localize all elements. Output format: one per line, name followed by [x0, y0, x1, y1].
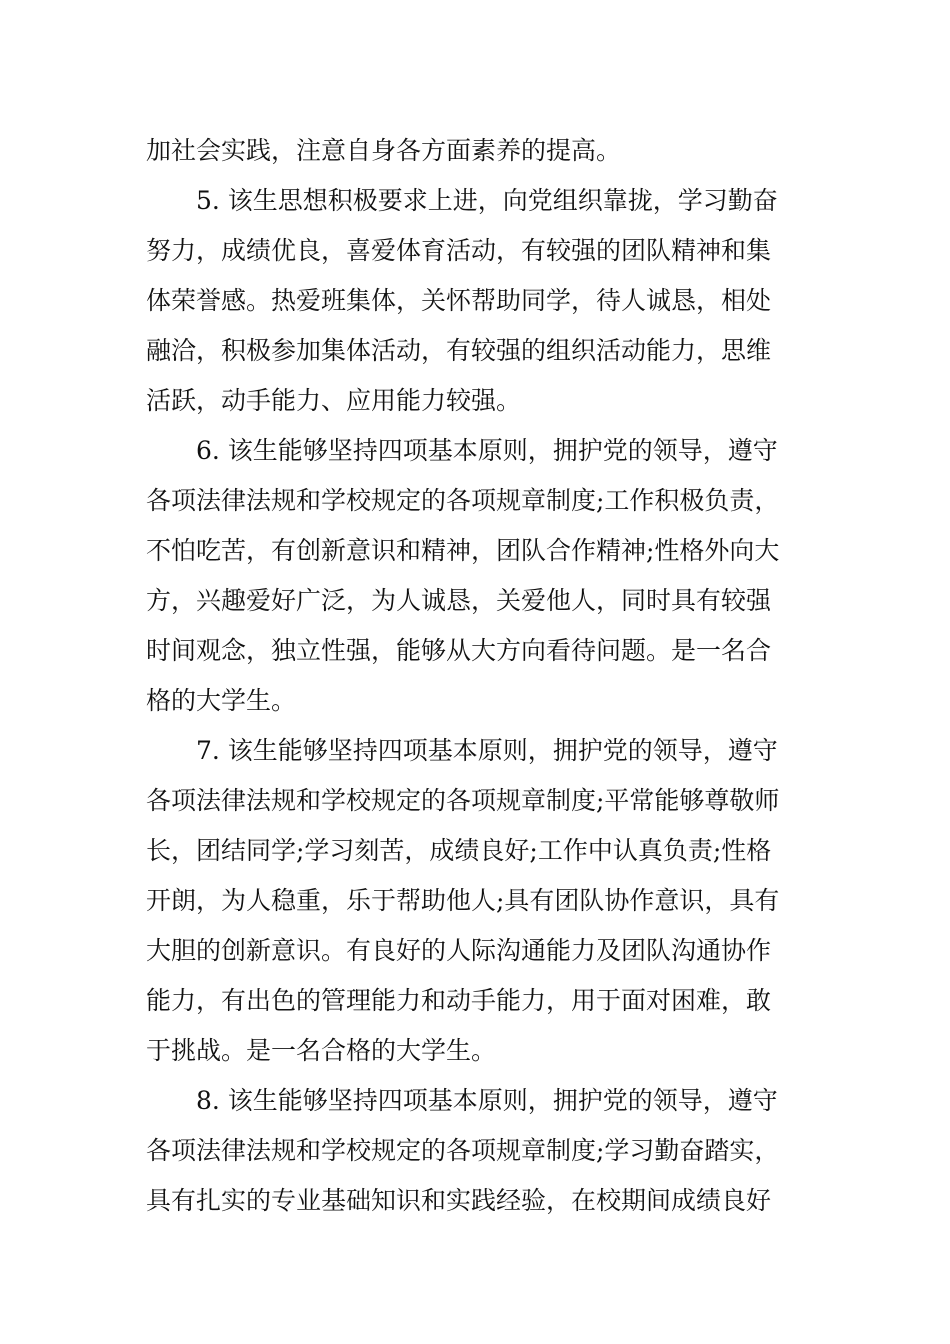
paragraph-start-item-8: 8. 该生能够坚持四项基本原则，拥护党的领导，遵守 — [196, 1086, 778, 1115]
text-line: 体荣誉感。热爱班集体，关怀帮助同学，待人诚恳，相处 — [146, 286, 772, 315]
text-line: 各项法律法规和学校规定的各项规章制度;平常能够尊敬师 — [146, 786, 780, 815]
text-line: 融洽，积极参加集体活动，有较强的组织活动能力，思维 — [146, 336, 772, 365]
text-line: 于挑战。是一名合格的大学生。 — [146, 1036, 497, 1065]
text-line: 各项法律法规和学校规定的各项规章制度;学习勤奋踏实， — [146, 1136, 780, 1165]
text-line: 具有扎实的专业基础知识和实践经验，在校期间成绩良好 — [146, 1186, 772, 1215]
text-line: 大胆的创新意识。有良好的人际沟通能力及团队沟通协作 — [146, 936, 772, 965]
text-line: 方，兴趣爱好广泛，为人诚恳，关爱他人，同时具有较强 — [146, 586, 772, 615]
document-body — [146, 126, 818, 1226]
text-line: 时间观念，独立性强，能够从大方向看待问题。是一名合 — [146, 636, 772, 665]
text-line: 不怕吃苦，有创新意识和精神，团队合作精神;性格外向大 — [146, 536, 780, 565]
text-line: 活跃，动手能力、应用能力较强。 — [146, 386, 522, 415]
paragraph-start-item-6: 6. 该生能够坚持四项基本原则，拥护党的领导，遵守 — [196, 436, 778, 465]
paragraph-start-item-5: 5. 该生思想积极要求上进，向党组织靠拢，学习勤奋 — [196, 186, 778, 215]
text-line: 各项法律法规和学校规定的各项规章制度;工作积极负责， — [146, 486, 780, 515]
text-line: 长，团结同学;学习刻苦，成绩良好;工作中认真负责;性格 — [146, 836, 772, 865]
text-line: 加社会实践，注意自身各方面素养的提高。 — [146, 136, 622, 165]
text-line: 能力，有出色的管理能力和动手能力，用于面对困难，敢 — [146, 986, 772, 1015]
text-line: 努力，成绩优良，喜爱体育活动，有较强的团队精神和集 — [146, 236, 772, 265]
text-line: 开朗，为人稳重，乐于帮助他人;具有团队协作意识，具有 — [146, 886, 780, 915]
paragraph-start-item-7: 7. 该生能够坚持四项基本原则，拥护党的领导，遵守 — [196, 736, 778, 765]
text-line: 格的大学生。 — [146, 686, 297, 715]
